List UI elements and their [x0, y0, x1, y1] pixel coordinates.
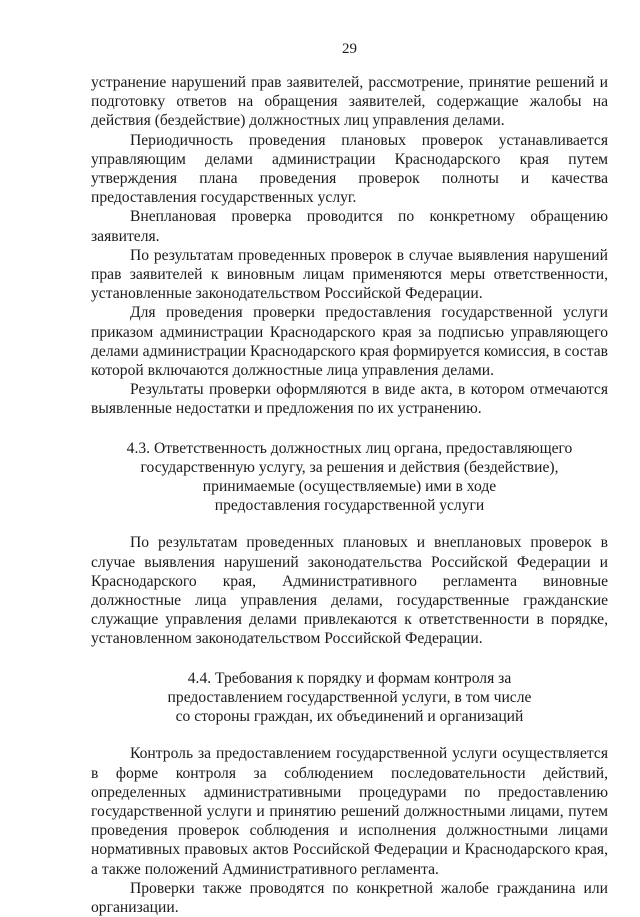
heading-line: со стороны граждан, их объединений и организаций: [175, 708, 524, 726]
page-number: 29: [342, 41, 357, 57]
paragraph: Внеплановая проверка проводится по конкретному обращению заявителя.: [91, 208, 608, 245]
heading-line: предоставления государственной услуги: [214, 497, 485, 515]
paragraph: Контроль за предоставлением государственной услуги осуществляется в форме контроля за соблюдением последовательности действий, определенных административными процедурами по предоставлению государственной услуги и принятию решений должностными лицами, путем проведения проверок соблюдения и исполнения должностными лицами нормативных правовых актов Российской Федерации и Краснодарского края, а также положений Административного регламента.: [91, 745, 608, 878]
paragraph: По результатам проведенных проверок в случае выявления нарушений прав заявителей к виновным лицам применяются меры ответственности, установленные законодательством Российской Федерации.: [91, 246, 608, 303]
paragraph: Результаты проверки оформляются в виде акта, в котором отмечаются выявленные недостатки и предложения по их устранению.: [91, 381, 608, 418]
section-heading-4-4: [91, 669, 608, 727]
section-heading-4-3: [91, 439, 608, 516]
paragraph: По результатам проведенных плановых и внеплановых проверок в случае выявления нарушений законодательства Российской Федерации и Краснодарского края, Административного регламента виновные должностные лица управления делами, государственные гражданские служащие управления делами привлекаются к ответственности в порядке, установленном законодательством Российской Федерации.: [91, 534, 608, 648]
paragraph: устранение нарушений прав заявителей, рассмотрение, принятие решений и подготовку ответов на обращения заявителей, содержащие жалобы на действия (бездействие) должностных лиц управления делами.: [91, 74, 608, 130]
heading-line: 4.3. Ответственность должностных лиц органа, предоставляющего: [126, 439, 573, 457]
heading-line: предоставлением государственной услуги, в том числе: [167, 688, 532, 706]
paragraph: Периодичность проведения плановых проверок устанавливается управляющим делами администрации Краснодарского края путем утверждения плана проведения проверок полноты и качества предоставления государственных услуг.: [91, 131, 608, 207]
paragraph: Для проведения проверки предоставления государственной услуги приказом администрации Краснодарского края за подписью управляющего делами администрации Краснодарского края формируется комиссия, в состав которой включаются должностные лица управления делами.: [91, 304, 608, 380]
paragraph: Проверки также проводятся по конкретной жалобе гражданина или организации.: [91, 879, 608, 916]
heading-line: принимаемые (осуществляемые) ими в ходе: [202, 478, 497, 496]
document-page: [91, 40, 608, 917]
heading-line: 4.4. Требования к порядку и формам контроля за: [187, 669, 512, 687]
heading-line: государственную услугу, за решения и действия (бездействие),: [140, 458, 559, 476]
